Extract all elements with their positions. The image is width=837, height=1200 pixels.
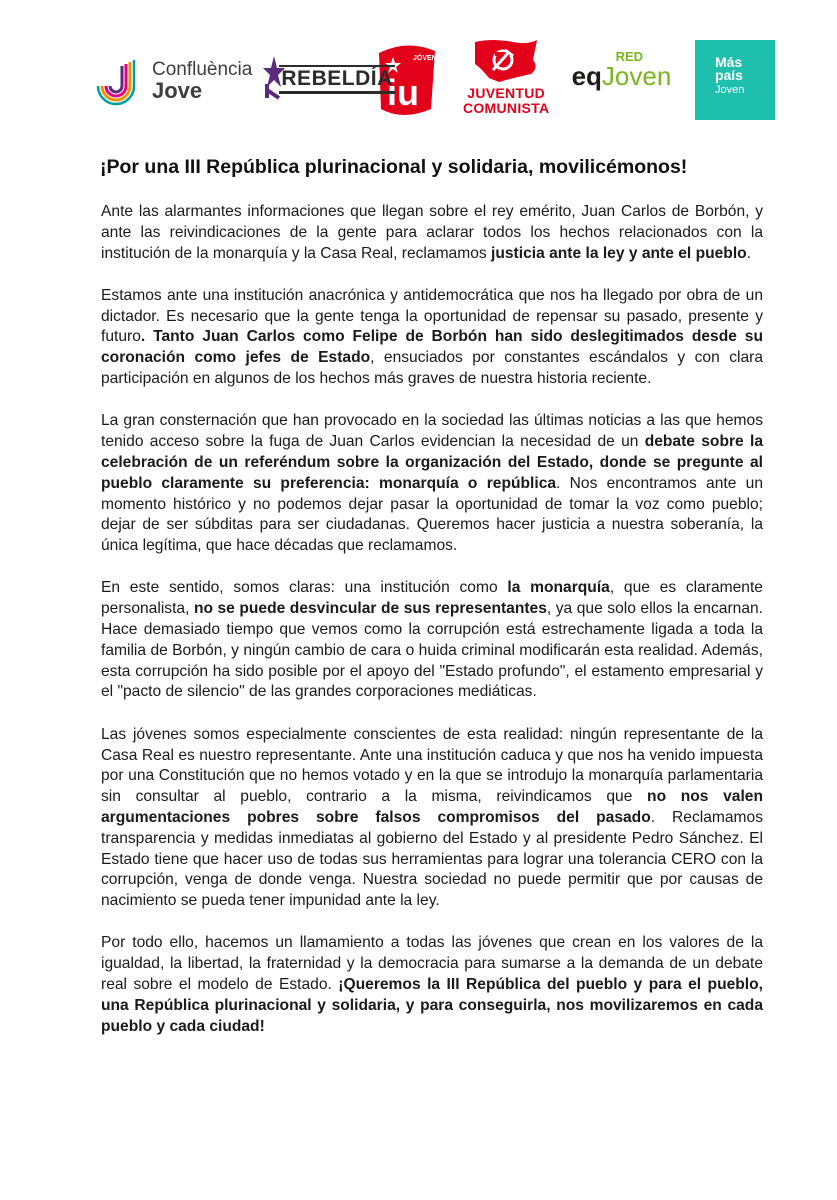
text-run: , ensuciados por constantes escándalos y con clara participación en algunos de los hechos más graves de nuestra historia reciente. — [101, 349, 763, 388]
logo-bar — [100, 32, 775, 127]
iu-small-text: JÓVENES — [412, 54, 446, 62]
mas-pais-line2: país — [714, 66, 743, 83]
confluencia-jove-logo — [100, 50, 253, 110]
text-run: . Nos encontramos ante un momento histórico y no podemos dejar pasar la oportunidad de tomar la voz como pueblo; dejar de ser súbditas para ser ciudadanas. Queremos hacer justicia a nuestra soberanía, la única legítima, que hace décadas que reclamamos. — [101, 474, 763, 555]
paragraph-6 — [101, 933, 763, 1037]
document-title: ¡Por una III República plurinacional y solidaria, movilicémonos! — [100, 156, 688, 178]
paragraph-5 — [101, 725, 763, 912]
bold-run: justicia ante la ley y ante el pueblo — [491, 244, 747, 262]
mas-pais-line3: Joven — [714, 83, 745, 96]
red-equo-joven-logo — [572, 50, 682, 110]
text-run: , que es claramente personalista, — [101, 579, 763, 618]
text-run: . Reclamamos transparencia y medidas inmediatas al gobierno del Estado y al presidente Pedro Sánchez. El Estado tiene que hacer uso de todas sus herramientas para lograr una tolerancia CERO con la corrupción, venga de donde venga. Nuestra sociedad no puede permitir que por causas de nacimiento se pueda tener impunidad ante la ley. — [101, 808, 764, 910]
paragraph-1 — [101, 202, 763, 264]
text-run: Las jóvenes somos especialmente conscientes de esta realidad: ningún representante de la Casa Real es nuestro representante. Ante una institución caduca y que nos ha venido impuesta por una Constitución que no hemos votado y en la que se introdujo la monarquía parlamentaria sin consultar al pueblo, contrario a la misma, reivindicamos que — [101, 725, 763, 806]
ujce-line1: JUVENTUD — [467, 84, 546, 101]
confluencia-line2: Jove — [152, 77, 203, 103]
paragraph-2 — [101, 286, 763, 390]
rebeldia-label: REBELDÍA — [279, 65, 394, 94]
bold-run: debate sobre la celebración de un referéndum sobre la organización del Estado, donde se pregunte al pueblo claramente su preferencia: monarquía o república — [101, 433, 763, 492]
paragraph-3 — [101, 411, 763, 557]
text-run: , ya que solo ellos la encarnan. Hace demasiado tiempo que vemos como la corrupción está estrechamente ligada a toda la familia de Borbón, y ningún cambio de cara o huida criminal modificarán esta realidad. Además, esta corrupción ha sido posible por el apoyo del "Estado profundo", el estamento empresarial y el "pacto de silencio" de las grandes corporaciones mediáticas. — [101, 600, 763, 701]
star-r-logo-icon — [263, 54, 285, 98]
concentric-arc-logo-icon — [100, 56, 146, 104]
text-run: La gran consternación que han provocado en la sociedad las últimas noticias a las que hemos tenido acceso sobre la fuga de Juan Carlos evidencian la necesidad de un — [101, 412, 763, 451]
equo-red: RED — [615, 48, 644, 64]
text-run: En este sentido, somos claras: una institución como — [101, 579, 508, 597]
paragraph-4 — [101, 578, 763, 703]
text-run: . — [746, 244, 752, 262]
hammer-sickle-flag-icon — [473, 38, 539, 86]
rebeldia-logo — [263, 50, 393, 110]
equo-main-b: Joven — [601, 60, 672, 91]
text-run: Ante las alarmantes informaciones que llegan sobre el rey emérito, Juan Carlos de Borbón, y ante las reivindicaciones de la gente para aclarar todos los hechos relacionados con la institución de la monarquía y la Casa Real, reclamamos — [101, 203, 763, 262]
confluencia-line1: Confluència — [152, 58, 253, 80]
bold-run: la monarquía — [507, 579, 610, 597]
text-run: Por todo ello, hacemos un llamamiento a todas las jóvenes que crean en los valores de la igualdad, la libertad, la fraternidad y la democracia para sumarse a la demanda de un debate real sobre el modelo de Estado. — [101, 934, 763, 993]
mas-pais-joven-logo — [695, 40, 775, 120]
ujce-line2: COMUNISTA — [462, 99, 550, 116]
bold-run: ¡Queremos la III República del pueblo y para el pueblo, una República plurinacional y solidaria, y para conseguirla, nos movilizaremos en cada pueblo y cada ciudad! — [101, 976, 763, 1035]
bold-run: no nos valen argumentaciones pobres sobre falsos compromisos del pasado — [101, 788, 763, 826]
bold-run: . Tanto Juan Carlos como Felipe de Borbón han sido deslegitimados desde su coronación como jefes de Estado — [101, 328, 763, 367]
mas-pais-line1: Más — [714, 53, 743, 70]
document-body — [101, 202, 763, 1059]
iu-label: iu — [386, 71, 419, 113]
equo-main-a: eq — [571, 60, 602, 91]
text-run: Estamos ante una institución anacrónica y antidemocrática que nos ha llegado por obra de un dictador. Es necesario que la gente tenga la oportunidad de repensar su pasado, presente y futuro — [101, 286, 763, 346]
bold-run: no se puede desvincular de sus representantes — [193, 600, 547, 618]
juventud-comunista-logo — [454, 38, 558, 122]
